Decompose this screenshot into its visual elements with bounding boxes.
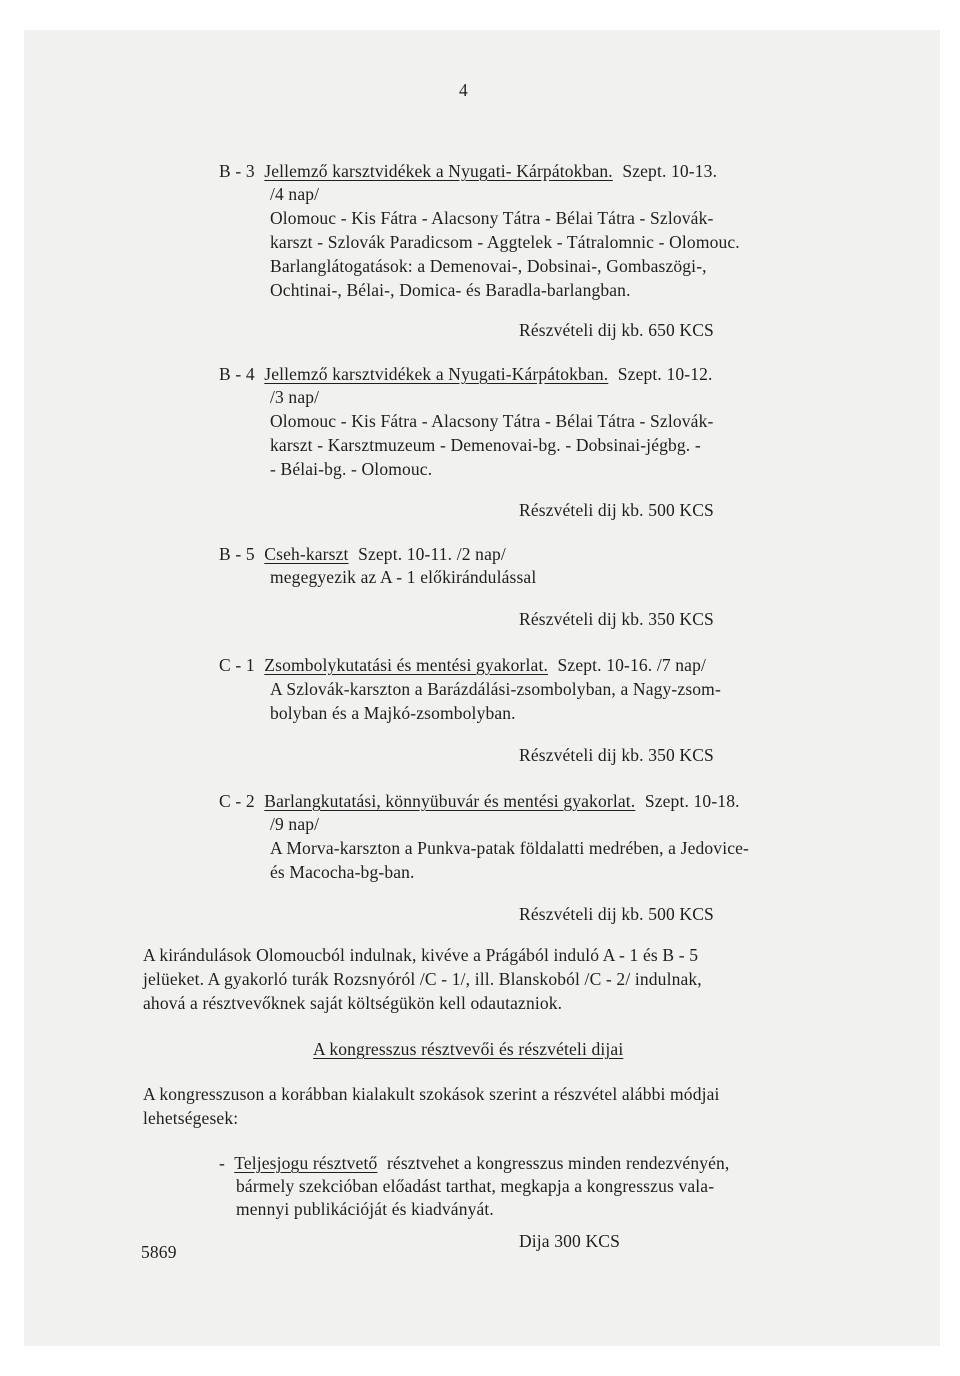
b4-fee: Részvételi dij kb. 500 KCS — [519, 500, 714, 520]
intro-line: A kongresszuson a korábban kialakult szokások szerint a részvétel alábbi módjai — [143, 1084, 720, 1104]
c1-title: Zsombolykutatási és mentési gyakorlat. — [264, 655, 548, 675]
section-heading: A kongresszus résztvevői és részvételi dijai — [313, 1039, 624, 1059]
c2-desc-line: A Morva-karszton a Punkva-patak földalatti medrében, a Jedovice- — [270, 838, 750, 858]
b3-header — [219, 163, 717, 181]
b3-caves-line: Barlanglátogatások: a Demenovai-, Dobsinai-, Gombaszögi-, — [270, 256, 707, 276]
full-member-text: résztvehet a kongresszus minden rendezvényén, — [386, 1153, 730, 1173]
b4-route-line: Olomouc - Kis Fátra - Alacsony Tátra - Bélai Tátra - Szlovák- — [270, 411, 714, 431]
b4-title: Jellemző karsztvidékek a Nyugati-Kárpátokban. — [264, 364, 609, 384]
c1-desc-line: bolyban és a Majkó-zsombolyban. — [270, 703, 516, 723]
full-member-line — [219, 1155, 729, 1173]
b5-title: Cseh-karszt — [264, 544, 349, 564]
c1-fee: Részvételi dij kb. 350 KCS — [519, 745, 714, 765]
c2-code: C - 2 — [219, 791, 255, 811]
excursions-note-line: jelüeket. A gyakorló turák Rozsnyóról /C - 1/, ill. Blanskoból /C - 2/ indulnak, — [143, 969, 702, 989]
c2-date: Szept. 10-18. — [644, 791, 740, 811]
b4-route-line: karszt - Karsztmuzeum - Demenovai-bg. - Dobsinai-jégbg. - — [270, 435, 701, 455]
b3-caves-line: Ochtinai-, Bélai-, Domica- és Baradla-barlangban. — [270, 280, 631, 300]
b5-code: B - 5 — [219, 544, 255, 564]
b4-code: B - 4 — [219, 364, 255, 384]
full-member-bullet: - — [219, 1153, 225, 1173]
c1-header — [219, 657, 706, 675]
c1-desc-line: A Szlovák-karszton a Barázdálási-zsombolyban, a Nagy-zsom- — [270, 679, 721, 699]
footer-number: 5869 — [141, 1242, 177, 1262]
c2-fee: Részvételi dij kb. 500 KCS — [519, 904, 714, 924]
c1-code: C - 1 — [219, 655, 255, 675]
b3-route-line: Olomouc - Kis Fátra - Alacsony Tátra - Bélai Tátra - Szlovák- — [270, 208, 714, 228]
c2-desc-line: és Macocha-bg-ban. — [270, 862, 415, 882]
b3-fee: Részvételi dij kb. 650 KCS — [519, 320, 714, 340]
b5-note: megegyezik az A - 1 előkirándulással — [270, 567, 537, 587]
c2-header — [219, 793, 740, 811]
b4-date: Szept. 10-12. — [617, 364, 713, 384]
c1-date: Szept. 10-16. /7 nap/ — [557, 655, 706, 675]
b4-header — [219, 366, 713, 384]
full-member-text-line: mennyi publikációját és kiadványát. — [236, 1199, 494, 1219]
b5-date: Szept. 10-11. /2 nap/ — [358, 544, 506, 564]
intro-line: lehetségesek: — [143, 1108, 239, 1128]
full-member-fee: Dija 300 KCS — [519, 1231, 620, 1251]
b3-date: Szept. 10-13. — [622, 161, 718, 181]
c2-title: Barlangkutatási, könnyübuvár és mentési gyakorlat. — [264, 791, 636, 811]
b3-route-line: karszt - Szlovák Paradicsom - Aggtelek - Tátralomnic - Olomouc. — [270, 232, 740, 252]
full-member-title: Teljesjogu résztvető — [234, 1153, 378, 1173]
full-member-text-line: bármely szekcióban előadást tarthat, megkapja a kongresszus vala- — [236, 1176, 715, 1196]
b3-code: B - 3 — [219, 161, 255, 181]
b3-duration: /4 nap/ — [270, 184, 320, 204]
excursions-note-line: A kirándulások Olomoucból indulnak, kivéve a Prágából induló A - 1 és B - 5 — [143, 945, 699, 965]
b4-route-line: - Bélai-bg. - Olomouc. — [270, 459, 433, 479]
b4-duration: /3 nap/ — [270, 387, 320, 407]
b3-title: Jellemző karsztvidékek a Nyugati- Kárpátokban. — [264, 161, 613, 181]
b5-fee: Részvételi dij kb. 350 KCS — [519, 609, 714, 629]
c2-duration: /9 nap/ — [270, 814, 320, 834]
b5-header — [219, 546, 506, 564]
page-number: 4 — [459, 80, 468, 100]
excursions-note-line: ahová a résztvevőknek saját költségükön kell odautazniok. — [143, 993, 563, 1013]
